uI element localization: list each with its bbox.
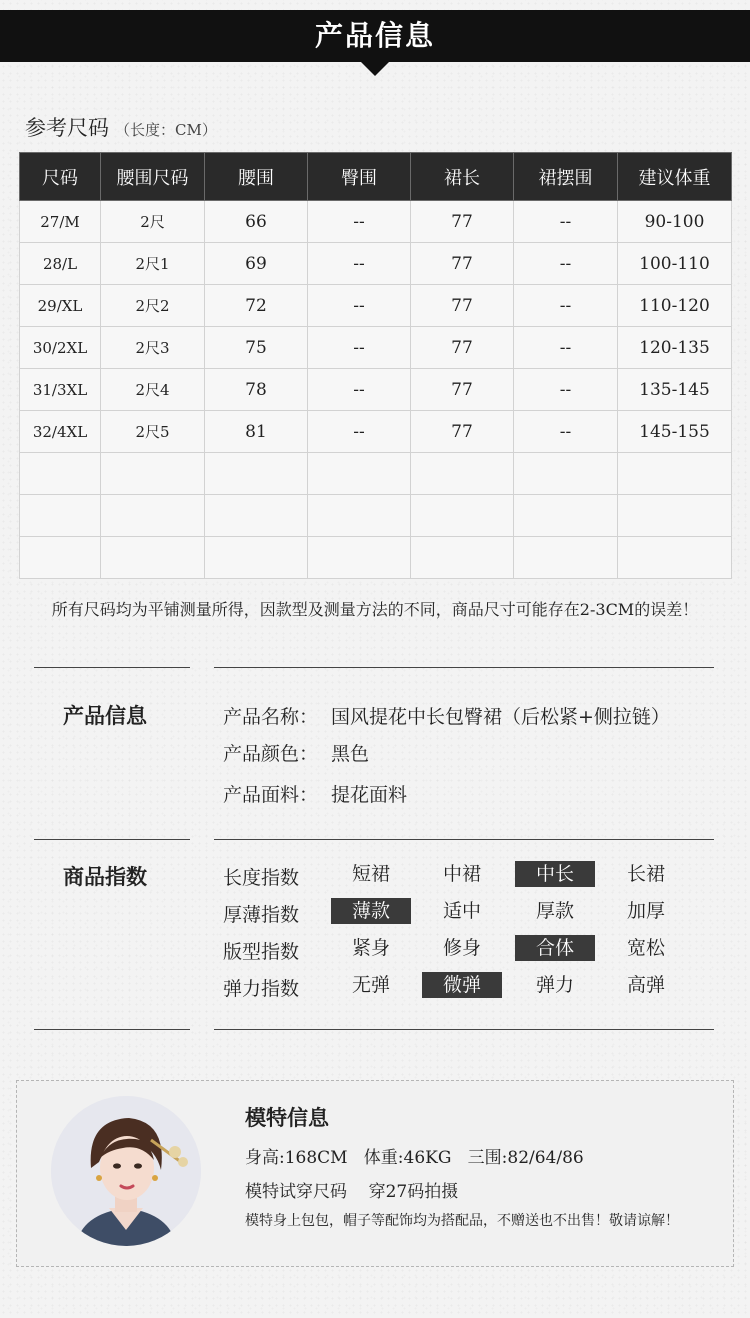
table-cell: -- — [308, 285, 411, 327]
table-cell: -- — [308, 201, 411, 243]
divider — [34, 839, 190, 840]
col-header: 裙摆围 — [514, 153, 618, 201]
table-cell: 77 — [411, 243, 514, 285]
table-cell: 75 — [205, 327, 308, 369]
model-portrait-icon — [51, 1096, 201, 1246]
model-info-title: 模特信息 — [245, 1105, 329, 1130]
table-cell: 31/3XL — [20, 369, 101, 411]
table-row — [20, 285, 732, 327]
table-row — [20, 369, 732, 411]
index-option: 高弹 — [626, 974, 665, 996]
table-cell: 77 — [411, 369, 514, 411]
measurement-note: 所有尺码均为平铺测量所得，因款型及测量方法的不同，商品尺寸可能存在2-3CM的误差！ — [51, 600, 699, 619]
table-cell: 77 — [411, 327, 514, 369]
info-key: 产品颜色： — [223, 743, 319, 765]
table-cell: -- — [308, 243, 411, 285]
header-notch — [361, 62, 389, 76]
index-option-selected: 中长 — [515, 861, 595, 887]
index-row-name: 版型指数 — [223, 941, 300, 963]
table-cell: -- — [308, 327, 411, 369]
index-option: 适中 — [442, 900, 481, 922]
info-value: 提花面料 — [331, 784, 408, 806]
table-cell: 30/2XL — [20, 327, 101, 369]
table-cell: 77 — [411, 411, 514, 453]
model-measurements: 身高:168CM 体重:46KG 三围:82/64/86 — [245, 1148, 584, 1168]
table-cell: 120-135 — [618, 327, 732, 369]
info-key: 产品面料： — [223, 784, 319, 806]
model-size-worn: 模特试穿尺码 穿27码拍摄 — [245, 1182, 459, 1202]
index-option: 紧身 — [351, 937, 390, 959]
table-row — [20, 327, 732, 369]
index-option: 无弹 — [351, 974, 390, 996]
table-cell: 2尺1 — [101, 243, 205, 285]
index-option: 长裙 — [626, 863, 665, 885]
table-cell: 28/L — [20, 243, 101, 285]
table-cell: -- — [514, 411, 618, 453]
table-cell: -- — [514, 201, 618, 243]
model-disclaimer: 模特身上包包，帽子等配饰均为搭配品，不赠送也不出售！敬请谅解！ — [245, 1213, 679, 1229]
table-row — [20, 201, 732, 243]
table-cell: 2尺2 — [101, 285, 205, 327]
col-header: 裙长 — [411, 153, 514, 201]
col-header: 腰围 — [205, 153, 308, 201]
table-cell: 72 — [205, 285, 308, 327]
model-avatar — [51, 1096, 201, 1246]
index-option: 弹力 — [535, 974, 574, 996]
divider — [214, 667, 714, 668]
table-cell: 69 — [205, 243, 308, 285]
size-section-title — [25, 112, 217, 142]
index-option-selected: 微弹 — [422, 972, 502, 998]
index-option-selected: 合体 — [515, 935, 595, 961]
table-cell: 2尺3 — [101, 327, 205, 369]
table-row — [20, 243, 732, 285]
divider — [34, 1029, 190, 1030]
index-option: 加厚 — [626, 900, 665, 922]
table-row — [20, 411, 732, 453]
table-row-empty — [20, 495, 732, 537]
table-cell: 2尺4 — [101, 369, 205, 411]
table-cell: 66 — [205, 201, 308, 243]
table-cell: 2尺5 — [101, 411, 205, 453]
col-header: 腰围尺码 — [101, 153, 205, 201]
table-cell: -- — [308, 411, 411, 453]
table-row-empty — [20, 453, 732, 495]
product-info-label: 产品信息 — [63, 703, 147, 728]
table-cell: -- — [514, 243, 618, 285]
size-unit-text: （长度：CM） — [115, 121, 217, 139]
index-option: 厚款 — [535, 900, 574, 922]
size-table-header — [20, 153, 732, 201]
table-cell: 78 — [205, 369, 308, 411]
page-title: 产品信息 — [314, 19, 435, 52]
index-option: 宽松 — [626, 937, 665, 959]
index-row-name: 长度指数 — [223, 867, 300, 889]
divider — [34, 667, 190, 668]
table-cell: 27/M — [20, 201, 101, 243]
table-cell: 100-110 — [618, 243, 732, 285]
index-option: 修身 — [442, 937, 481, 959]
col-header: 建议体重 — [618, 153, 732, 201]
product-color-line — [223, 739, 369, 766]
table-row-empty — [20, 537, 732, 579]
index-option-selected: 薄款 — [331, 898, 411, 924]
table-cell: 145-155 — [618, 411, 732, 453]
divider — [214, 839, 714, 840]
col-header: 臀围 — [308, 153, 411, 201]
product-name-line — [223, 702, 670, 729]
product-fabric-line — [223, 780, 407, 807]
table-cell: 81 — [205, 411, 308, 453]
table-cell: 110-120 — [618, 285, 732, 327]
table-cell: 90-100 — [618, 201, 732, 243]
size-title-text: 参考尺码 — [25, 116, 109, 140]
index-row-name: 厚薄指数 — [223, 904, 300, 926]
table-cell: -- — [514, 369, 618, 411]
index-option: 短裙 — [351, 863, 390, 885]
info-value: 国风提花中长包臀裙（后松紧+侧拉链） — [331, 706, 670, 728]
table-cell: 29/XL — [20, 285, 101, 327]
table-cell: -- — [514, 327, 618, 369]
index-option: 中裙 — [442, 863, 481, 885]
table-cell: -- — [308, 369, 411, 411]
table-cell: 135-145 — [618, 369, 732, 411]
info-value: 黑色 — [331, 743, 370, 765]
table-cell: 77 — [411, 201, 514, 243]
table-cell: -- — [514, 285, 618, 327]
col-header: 尺码 — [20, 153, 101, 201]
table-cell: 77 — [411, 285, 514, 327]
size-table — [19, 152, 732, 579]
product-index-label: 商品指数 — [63, 864, 147, 889]
table-cell: 2尺 — [101, 201, 205, 243]
table-cell: 32/4XL — [20, 411, 101, 453]
info-key: 产品名称： — [223, 706, 319, 728]
divider — [214, 1029, 714, 1030]
index-row-name: 弹力指数 — [223, 978, 300, 1000]
